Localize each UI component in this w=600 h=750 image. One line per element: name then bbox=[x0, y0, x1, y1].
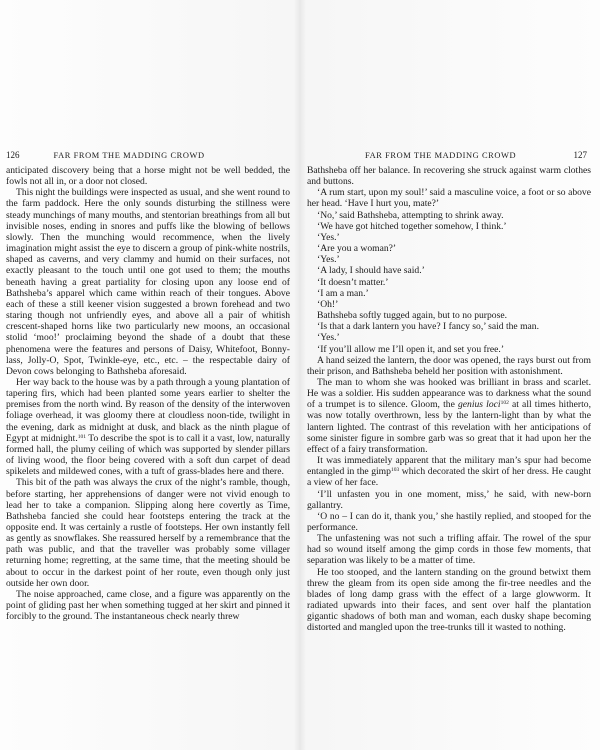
footnote-marker: 102 bbox=[500, 400, 509, 407]
right-running-head bbox=[307, 150, 591, 162]
text-run: ‘We have got hitched together somehow, I think.’ bbox=[317, 220, 507, 232]
paragraph bbox=[307, 243, 591, 254]
paragraph bbox=[6, 377, 290, 477]
right-page-number: 127 bbox=[573, 150, 587, 160]
right-page bbox=[307, 150, 591, 634]
paragraph bbox=[6, 165, 290, 187]
text-run: at all times hitherto, was now totally overthrown, less by the lantern-light than by what the lantern lighted. The contrast of this revelation with her anticipations of some sinister figure in sombre garb was so great that it had upon her the effect of a fairy transformation. bbox=[307, 399, 591, 455]
text-run: ‘Yes.’ bbox=[317, 254, 340, 266]
paragraph bbox=[6, 187, 290, 377]
text-run: Bathsheba softly tugged again, but to no purpose. bbox=[317, 310, 507, 322]
text-run: It was immediately apparent that the military man’s spur had become entangled in the gimp bbox=[307, 455, 591, 478]
paragraph bbox=[307, 332, 591, 343]
text-run: ‘Oh!’ bbox=[317, 298, 339, 310]
text-run: ‘Are you a woman?’ bbox=[317, 243, 397, 255]
text-run: ‘It doesn’t matter.’ bbox=[317, 276, 389, 288]
footnote-marker: 103 bbox=[390, 467, 400, 474]
paragraph bbox=[307, 567, 591, 634]
text-run: The noise approached, came close, and a figure was apparently on the point of gliding past her when something tugged at her skirt and pinned it forcibly to the ground. The instantaneous check nearly threw bbox=[6, 588, 290, 623]
paragraph bbox=[307, 377, 591, 455]
paragraph bbox=[307, 511, 591, 533]
text-run: A hand seized the lantern, the door was opened, the rays burst out from their prison, and Bathsheba beheld her position with astonishment. bbox=[307, 354, 591, 377]
paragraph bbox=[6, 477, 290, 589]
paragraph bbox=[307, 221, 591, 232]
paragraph bbox=[307, 187, 591, 209]
paragraph bbox=[307, 265, 591, 276]
left-running-head bbox=[6, 150, 290, 162]
text-run: This bit of the path was always the crux of the night’s ramble, though, before starting, her apprehensions of danger were not vivid enough to lead her to take a companion. Slipping along here covertly as Time, Bathsheba fancied she could hear footsteps entering the track at the opposite end. It was certainly a rustle of footsteps. Her own instantly fell as gently as snowflakes. She reassured herself by a remembrance that the path was public, and that the traveller was probably some villager returning home; regretting, at the same time, that the meeting should be about to occur in the darkest point of her route, even though only just outside her own door. bbox=[6, 477, 290, 589]
text-run: ‘If you’ll allow me I’ll open it, and set you free.’ bbox=[317, 343, 505, 355]
text-run: To describe the spot is to call it a vast, low, naturally formed hall, the plumy ceiling of which was supported by slender pillars of living wood, the floor being covered with a soft dun carpet of dead spikelets and mildewed cones, with a tuft of grass-blades here and there. bbox=[6, 432, 291, 478]
text-run: ‘Is that a dark lantern you have? I fancy so,’ said the man. bbox=[317, 321, 539, 333]
left-page-number: 126 bbox=[6, 150, 20, 160]
paragraph bbox=[307, 355, 591, 377]
paragraph bbox=[307, 299, 591, 310]
text-run: The unfastening was not such a trifling affair. The rowel of the spur had so wound itself among the gimp cords in those few moments, that separation was likely to be a matter of time. bbox=[307, 533, 591, 567]
text-run: Bathsheba off her balance. In recovering she struck against warm clothes and buttons. bbox=[307, 165, 591, 188]
text-run: ‘Yes.’ bbox=[317, 231, 340, 243]
paragraph bbox=[307, 344, 591, 355]
paragraph bbox=[307, 288, 591, 299]
text-run: which decorated the skirt of her dress. He caught a view of her face. bbox=[307, 466, 591, 489]
text-run: ‘A lady, I should have said.’ bbox=[317, 265, 425, 277]
left-page bbox=[6, 150, 291, 623]
italic-phrase: genius loci bbox=[457, 399, 501, 411]
text-run: He too stooped, and the lantern standing on the ground betwixt them threw the gleam from its open side among the fir-tree needles and the blades of long damp grass with the effect of a large glowworm. It radiated upwards into their faces, and sent over half the plantation gigantic shadows of both man and woman, each dusky shape becoming distorted and mangled upon the tree-trunks till it wasted to nothing. bbox=[307, 566, 591, 634]
paragraph bbox=[6, 589, 290, 622]
paragraph bbox=[307, 489, 591, 511]
text-run: anticipated discovery being that a horse might not be well bedded, the fowls not all in, or a door not closed. bbox=[6, 165, 290, 188]
text-run: This night the buildings were inspected as usual, and she went round to the farm paddock. Here the only sounds disturbing the stillness were steady munchings of many mouths, and stentorian breathings from all but invisible noses, ending in snores and puffs like the blowing of bellows slowly. Then the munching would recommence, when the lively imagination might assist the eye to discern a group of pink-white nostrils, shaped as caverns, and very clammy and humid on their surfaces, not exactly pleasant to the touch until one got used to them; the mouths beneath having a great partiality for closing upon any loose end of Bathsheba’s apparel which came within reach of their tongues. Above each of these a still keener vision suggested a brown forehead and two staring though not unfriendly eyes, and above all a pair of whitish crescent-shaped horns like two particularly new moons, an occasional stolid ‘moo!’ proclaiming beyond the shade of a doubt that these phenomena were the features and persons of Daisy, Whitefoot, Bonny-lass, Jolly-O, Spot, Twinkle-eye, etc., etc. – the respectable dairy of Devon cows belonging to Bathsheba aforesaid. bbox=[6, 187, 290, 377]
paragraph bbox=[307, 232, 591, 243]
text-run: Her way back to the house was by a path through a young plantation of tapering firs, which had been planted some years earlier to shelter the premises from the north wind. By reason of the density of the interwoven foliage overhead, it was gloomy there at cloudless noon-tide, twilight in the evening, dark as midnight at dusk, and black as the ninth plague of Egypt at midnight. bbox=[6, 376, 290, 444]
text-run: ‘A rum start, upon my soul!’ said a masculine voice, a foot or so above her head. ‘Have I hurt you, mate?’ bbox=[307, 187, 591, 210]
text-run: ‘O no – I can do it, thank you,’ she hastily replied, and stooped for the performance. bbox=[307, 510, 591, 533]
text-run: ‘I am a man.’ bbox=[317, 287, 369, 299]
right-page-text bbox=[307, 165, 591, 634]
paragraph bbox=[307, 455, 591, 488]
paragraph bbox=[307, 321, 591, 332]
text-run: The man to whom she was hooked was brilliant in brass and scarlet. He was a soldier. His sudden appearance was to darkness what the sound of a trumpet is to silence. Gloom, the bbox=[307, 376, 591, 411]
left-page-text bbox=[6, 165, 290, 622]
right-running-title: FAR FROM THE MADDING CROWD bbox=[365, 151, 517, 160]
text-run: ‘I’ll unfasten you in one moment, miss,’ he said, with new-born gallantry. bbox=[307, 488, 591, 511]
text-run: ‘No,’ said Bathsheba, attempting to shrink away. bbox=[317, 209, 504, 221]
paragraph bbox=[307, 254, 591, 265]
paragraph bbox=[307, 310, 591, 321]
paragraph bbox=[307, 210, 591, 221]
text-run: ‘Yes.’ bbox=[317, 332, 340, 344]
paragraph bbox=[307, 277, 591, 288]
left-running-title: FAR FROM THE MADDING CROWD bbox=[53, 151, 205, 160]
paragraph bbox=[307, 165, 591, 187]
paragraph bbox=[307, 533, 591, 566]
footnote-marker: 101 bbox=[77, 433, 86, 440]
